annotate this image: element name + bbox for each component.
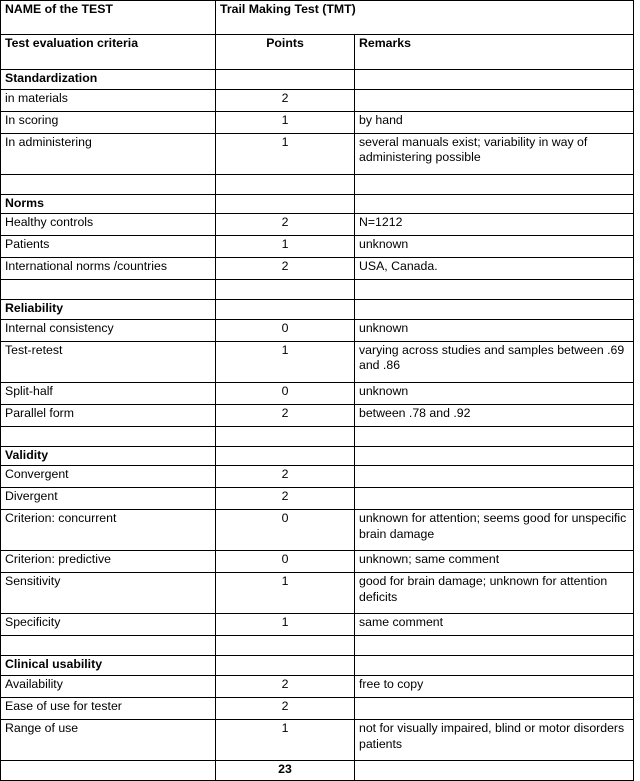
spacer-row [1, 636, 634, 656]
remarks-cell [355, 300, 634, 320]
section-title: Clinical usability [1, 656, 216, 676]
points-cell: 2 [216, 698, 355, 720]
points-cell: 2 [216, 466, 355, 488]
table-row [1, 510, 634, 551]
points-cell [216, 280, 355, 300]
criteria-cell [1, 636, 216, 656]
column-header-row [1, 35, 634, 70]
table-row [1, 466, 634, 488]
remarks-cell [355, 636, 634, 656]
remarks-cell [355, 446, 634, 466]
points-cell [216, 446, 355, 466]
remarks-cell: unknown [355, 319, 634, 341]
criteria-cell: Availability [1, 676, 216, 698]
spacer-row [1, 426, 634, 446]
spacer-row [1, 174, 634, 194]
points-cell: 2 [216, 89, 355, 111]
points-cell [216, 300, 355, 320]
points-cell: 2 [216, 404, 355, 426]
total-remarks-cell [355, 761, 634, 781]
section-header-row [1, 300, 634, 320]
points-cell: 2 [216, 258, 355, 280]
remarks-cell [355, 194, 634, 214]
remarks-cell: unknown [355, 382, 634, 404]
table-row [1, 676, 634, 698]
total-points-value: 23 [216, 761, 355, 781]
criteria-cell: Criterion: concurrent [1, 510, 216, 551]
test-name-label: NAME of the TEST [1, 1, 216, 35]
table-row [1, 236, 634, 258]
points-cell: 0 [216, 319, 355, 341]
section-title: Validity [1, 446, 216, 466]
table-body [1, 1, 634, 70]
remarks-cell [355, 280, 634, 300]
table-row [1, 341, 634, 382]
table-row [1, 698, 634, 720]
points-cell: 1 [216, 111, 355, 133]
points-cell: 1 [216, 573, 355, 614]
remarks-cell: good for brain damage; unknown for attention deficits [355, 573, 634, 614]
table-row [1, 551, 634, 573]
remarks-cell [355, 70, 634, 90]
points-cell: 1 [216, 720, 355, 761]
remarks-cell: several manuals exist; variability in way of administering possible [355, 133, 634, 174]
table-row [1, 319, 634, 341]
remarks-cell [355, 174, 634, 194]
remarks-cell: unknown; same comment [355, 551, 634, 573]
table-row [1, 214, 634, 236]
section-title: Standardization [1, 70, 216, 90]
points-cell: 1 [216, 236, 355, 258]
section-title: Norms [1, 194, 216, 214]
points-cell [216, 70, 355, 90]
table-row [1, 89, 634, 111]
points-cell: 1 [216, 614, 355, 636]
remarks-cell [355, 466, 634, 488]
remarks-cell [355, 656, 634, 676]
table-row [1, 614, 634, 636]
remarks-cell: free to copy [355, 676, 634, 698]
table-row [1, 258, 634, 280]
remarks-cell: USA, Canada. [355, 258, 634, 280]
section-header-row [1, 194, 634, 214]
points-cell: 0 [216, 551, 355, 573]
points-cell [216, 636, 355, 656]
criteria-cell: In administering [1, 133, 216, 174]
criteria-cell: Parallel form [1, 404, 216, 426]
criteria-cell: Convergent [1, 466, 216, 488]
remarks-cell [355, 488, 634, 510]
table-rows [1, 70, 634, 761]
criteria-cell: Split-half [1, 382, 216, 404]
section-header-row [1, 446, 634, 466]
column-header-points: Points [216, 35, 355, 70]
section-header-row [1, 70, 634, 90]
test-name-value: Trail Making Test (TMT) [216, 1, 634, 35]
total-row [1, 761, 634, 781]
points-cell: 0 [216, 510, 355, 551]
remarks-cell: between .78 and .92 [355, 404, 634, 426]
points-cell: 1 [216, 133, 355, 174]
criteria-cell: Internal consistency [1, 319, 216, 341]
table-row [1, 382, 634, 404]
remarks-cell: not for visually impaired, blind or motor disorders patients [355, 720, 634, 761]
remarks-cell [355, 698, 634, 720]
points-cell: 1 [216, 341, 355, 382]
criteria-cell: International norms /countries [1, 258, 216, 280]
table-row [1, 133, 634, 174]
total-label-cell [1, 761, 216, 781]
remarks-cell: N=1212 [355, 214, 634, 236]
points-cell [216, 656, 355, 676]
table-row [1, 720, 634, 761]
criteria-cell: Specificity [1, 614, 216, 636]
points-cell: 2 [216, 488, 355, 510]
section-header-row [1, 656, 634, 676]
points-cell: 2 [216, 676, 355, 698]
remarks-cell: unknown for attention; seems good for unspecific brain damage [355, 510, 634, 551]
column-header-criteria: Test evaluation criteria [1, 35, 216, 70]
criteria-cell [1, 426, 216, 446]
points-cell [216, 174, 355, 194]
table-row [1, 404, 634, 426]
section-title: Reliability [1, 300, 216, 320]
criteria-cell: In scoring [1, 111, 216, 133]
criteria-cell: in materials [1, 89, 216, 111]
points-cell: 2 [216, 214, 355, 236]
criteria-cell: Ease of use for tester [1, 698, 216, 720]
criteria-cell: Sensitivity [1, 573, 216, 614]
table-row [1, 573, 634, 614]
spacer-row [1, 280, 634, 300]
criteria-cell [1, 174, 216, 194]
criteria-cell: Healthy controls [1, 214, 216, 236]
points-cell [216, 426, 355, 446]
total-row-group [1, 761, 634, 781]
remarks-cell: by hand [355, 111, 634, 133]
criteria-cell: Patients [1, 236, 216, 258]
points-cell [216, 194, 355, 214]
remarks-cell [355, 89, 634, 111]
column-header-remarks: Remarks [355, 35, 634, 70]
criteria-cell [1, 280, 216, 300]
points-cell: 0 [216, 382, 355, 404]
remarks-cell [355, 426, 634, 446]
test-name-row [1, 1, 634, 35]
remarks-cell: unknown [355, 236, 634, 258]
criteria-cell: Divergent [1, 488, 216, 510]
criteria-cell: Test-retest [1, 341, 216, 382]
table-row [1, 111, 634, 133]
remarks-cell: same comment [355, 614, 634, 636]
remarks-cell: varying across studies and samples between .69 and .86 [355, 341, 634, 382]
criteria-cell: Range of use [1, 720, 216, 761]
criteria-cell: Criterion: predictive [1, 551, 216, 573]
table-row [1, 488, 634, 510]
